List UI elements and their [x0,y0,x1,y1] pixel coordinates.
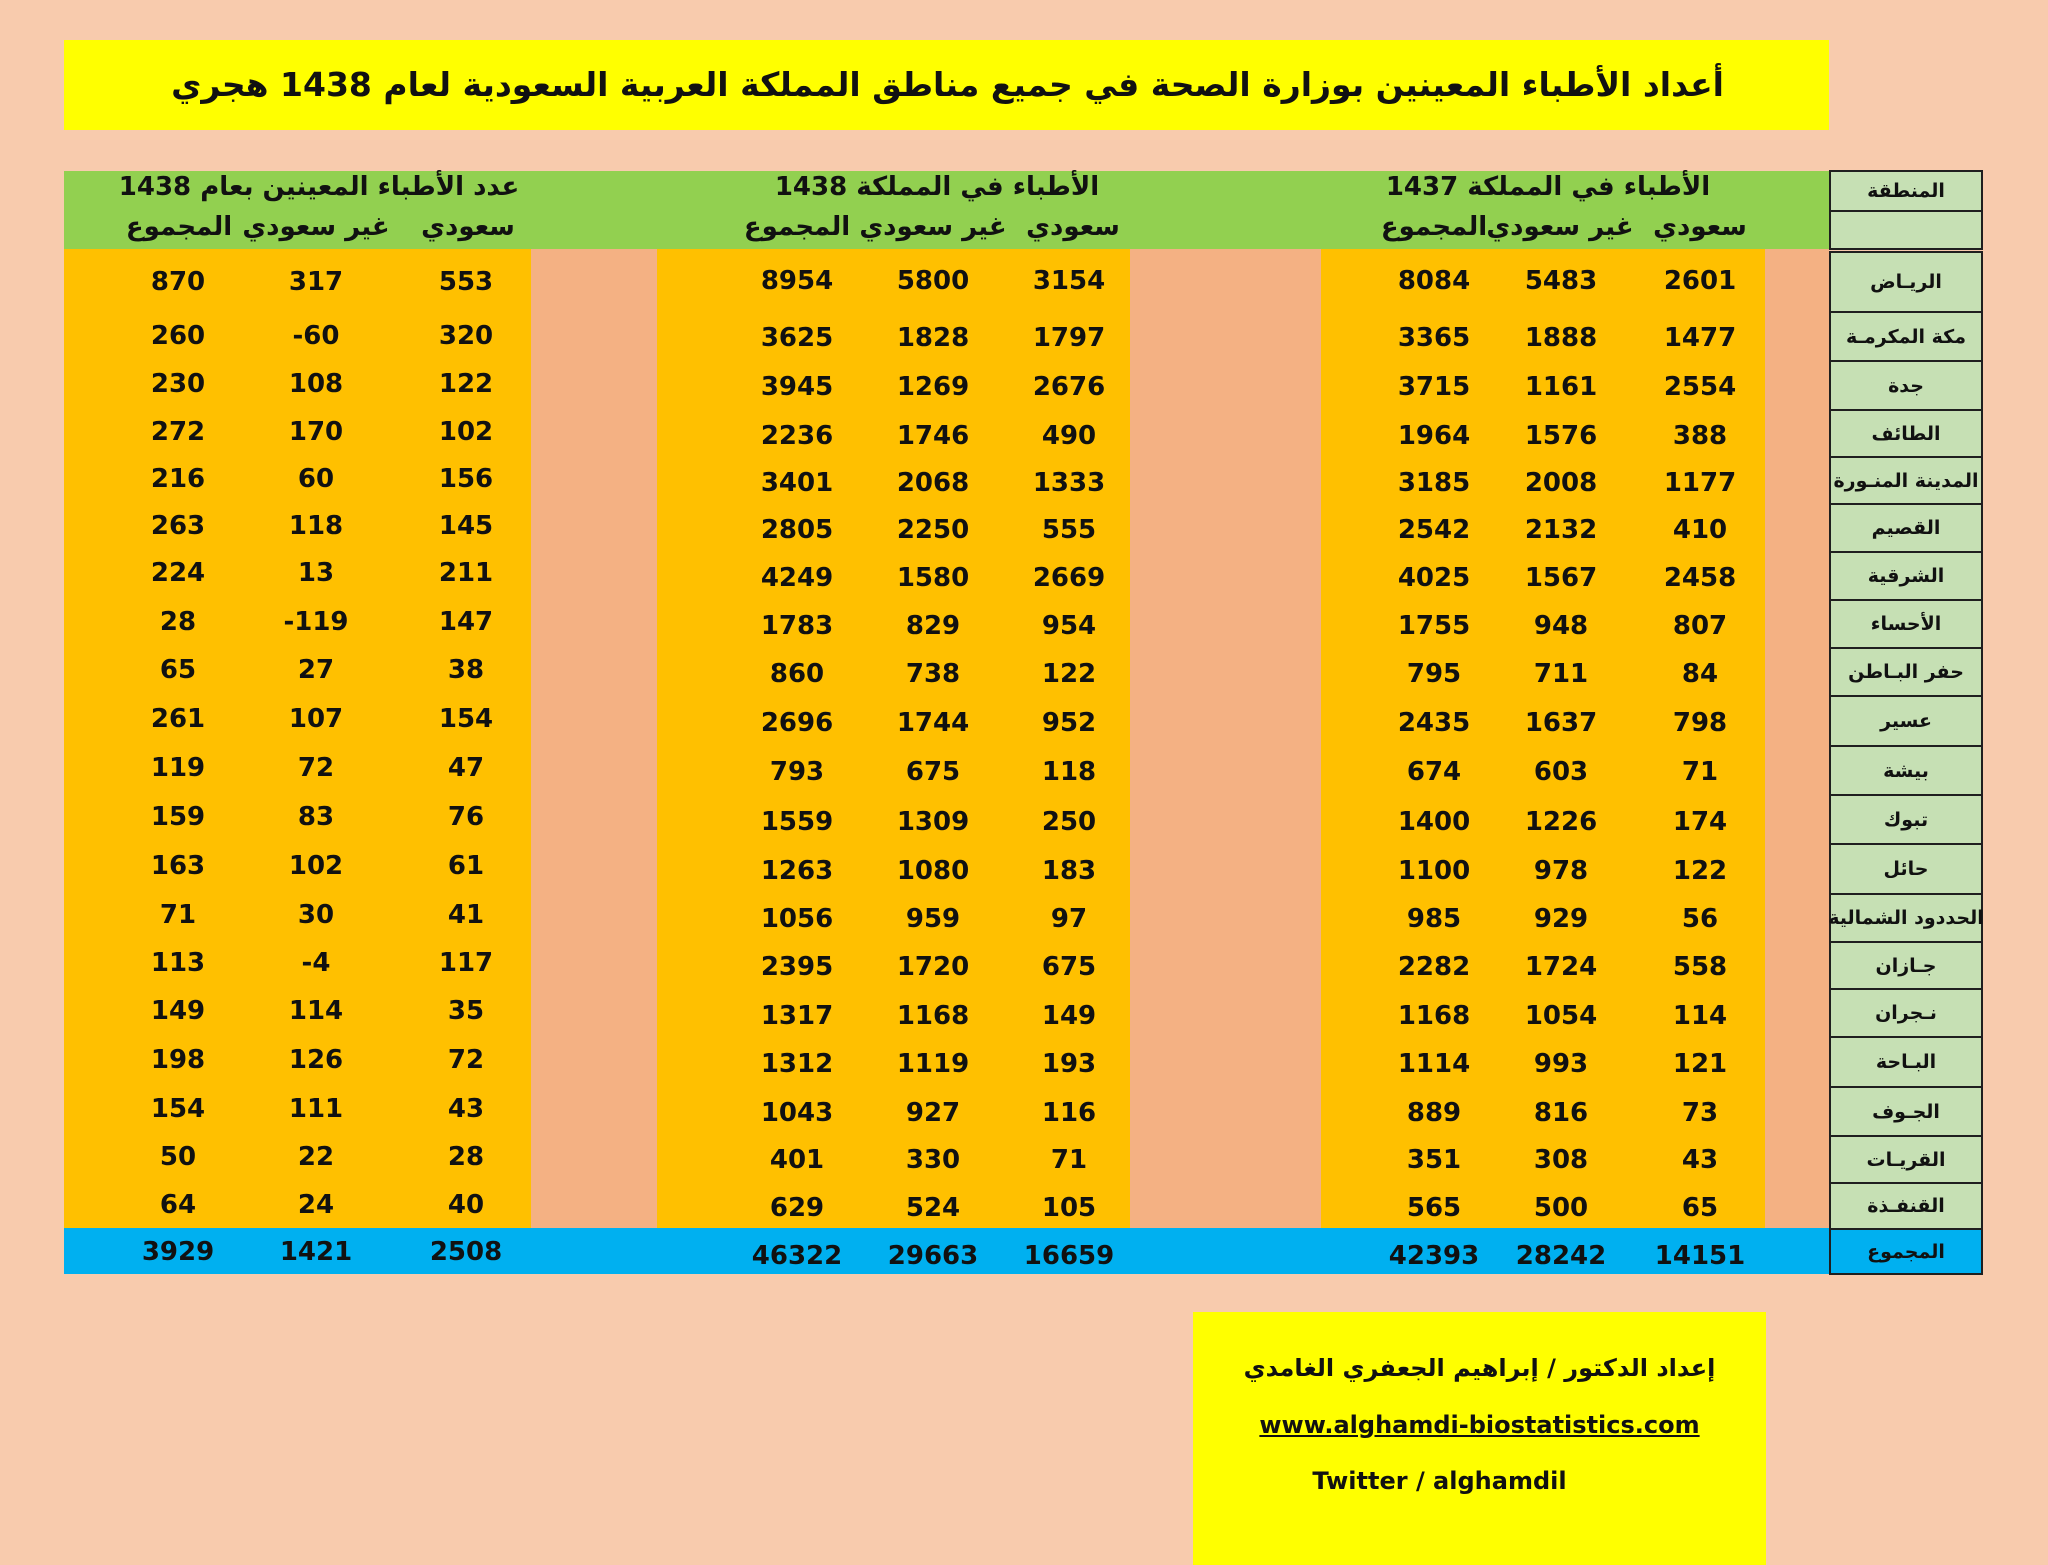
region-name: جـازان [1829,941,1983,990]
cell-appointed-non-saudi: -60 [292,321,340,351]
cell-y1437-non-saudi: 2132 [1524,515,1598,545]
cell-y1438-non-saudi: 1119 [896,1049,970,1079]
cell-y1437-total: 3365 [1397,323,1471,353]
cell-appointed-non-saudi: 24 [297,1190,335,1220]
cell-y1438-saudi: 122 [1041,659,1097,689]
cell-appointed-non-saudi: 107 [288,704,344,734]
cell-y1437-total: 565 [1406,1193,1462,1223]
subheader-non-saudi: غير سعودي [242,212,390,242]
cell-appointed-saudi: 156 [438,464,494,494]
cell-appointed-non-saudi: 317 [288,267,344,297]
author-credit: إعداد الدكتور / إبراهيم الجعفري الغامدي [1243,1354,1716,1382]
cell-y1437-non-saudi: 5483 [1524,266,1598,296]
cell-appointed-total: 65 [159,655,197,685]
cell-appointed-saudi: 154 [438,704,494,734]
cell-y1437-total: 674 [1406,757,1462,787]
cell-appointed-total: 50 [159,1142,197,1172]
region-name: جدة [1829,360,1983,411]
cell-appointed-saudi: 147 [438,607,494,637]
cell-y1437-non-saudi: 1724 [1524,952,1598,982]
cell-appointed-total: 64 [159,1190,197,1220]
cell-appointed-non-saudi: -4 [301,948,331,978]
cell-y1438-saudi: 183 [1041,856,1097,886]
region-name: الجـوف [1829,1086,1983,1137]
cell-appointed-saudi: 47 [447,753,485,783]
cell-y1438-total: 1312 [760,1049,834,1079]
cell-appointed-non-saudi: 72 [297,753,335,783]
subheader-non-saudi: غير سعودي [1486,212,1634,242]
cell-y1438-saudi: 3154 [1032,266,1106,296]
cell-y1438-total: 860 [769,659,825,689]
cell-appointed-saudi: 320 [438,321,494,351]
cell-appointed-saudi: 117 [438,948,494,978]
region-name: بيشة [1829,745,1983,796]
cell-y1438-saudi: 250 [1041,807,1097,837]
cell-appointed-total: 870 [150,267,206,297]
cell-y1438-saudi: 118 [1041,757,1097,787]
cell-appointed-total: 113 [150,948,206,978]
cell-y1437-total: 1100 [1397,856,1471,886]
region-name: الطائف [1829,409,1983,458]
cell-y1438-saudi: 490 [1041,421,1097,451]
cell-y1437-non-saudi: 1226 [1524,807,1598,837]
cell-y1438-non-saudi: 1168 [896,1001,970,1031]
region-name: حائل [1829,843,1983,895]
website-link[interactable]: www.alghamdi-biostatistics.com [1259,1411,1700,1439]
cell-appointed-saudi: 41 [447,900,485,930]
cell-y1438-total: 8954 [760,266,834,296]
cell-appointed-total: 260 [150,321,206,351]
cell-y1438-non-saudi: 1309 [896,807,970,837]
cell-appointed-total: 261 [150,704,206,734]
total-y1437-non-saudi: 28242 [1515,1241,1607,1271]
total-y1437-total: 42393 [1388,1241,1480,1271]
cell-y1437-saudi: 43 [1681,1145,1719,1175]
cell-y1438-saudi: 555 [1041,515,1097,545]
cell-y1438-total: 793 [769,757,825,787]
cell-y1437-non-saudi: 1637 [1524,708,1598,738]
region-name: الأحساء [1829,599,1983,649]
cell-y1438-saudi: 675 [1041,952,1097,982]
cell-y1437-non-saudi: 816 [1533,1098,1589,1128]
cell-y1437-saudi: 388 [1672,421,1728,451]
cell-y1437-saudi: 114 [1672,1001,1728,1031]
cell-y1437-total: 1400 [1397,807,1471,837]
cell-y1437-total: 985 [1406,904,1462,934]
cell-y1437-total: 8084 [1397,266,1471,296]
cell-y1437-saudi: 56 [1681,904,1719,934]
cell-appointed-non-saudi: 114 [288,996,344,1026]
subheader-total: المجموع [125,212,233,242]
cell-y1438-total: 2236 [760,421,834,451]
cell-y1437-saudi: 558 [1672,952,1728,982]
cell-y1438-total: 1317 [760,1001,834,1031]
cell-y1438-non-saudi: 1828 [896,323,970,353]
cell-appointed-saudi: 40 [447,1190,485,1220]
cell-y1438-total: 2696 [760,708,834,738]
region-name: البـاحة [1829,1036,1983,1088]
cell-y1437-total: 3185 [1397,468,1471,498]
subheader-saudi: سعودي [1026,212,1120,242]
cell-appointed-saudi: 28 [447,1142,485,1172]
cell-y1437-non-saudi: 1567 [1524,563,1598,593]
region-total-label: المجموع [1829,1228,1983,1275]
cell-appointed-non-saudi: 22 [297,1142,335,1172]
cell-y1437-saudi: 798 [1672,708,1728,738]
cell-y1438-non-saudi: 738 [905,659,961,689]
region-header-blank [1829,210,1983,250]
cell-y1438-non-saudi: 2068 [896,468,970,498]
region-name: عسير [1829,695,1983,747]
cell-y1438-saudi: 2676 [1032,372,1106,402]
cell-appointed-saudi: 43 [447,1094,485,1124]
cell-y1437-non-saudi: 1888 [1524,323,1598,353]
cell-y1438-total: 3945 [760,372,834,402]
cell-y1437-non-saudi: 2008 [1524,468,1598,498]
cell-y1438-saudi: 1333 [1032,468,1106,498]
cell-appointed-total: 163 [150,851,206,881]
cell-y1437-non-saudi: 500 [1533,1193,1589,1223]
cell-appointed-saudi: 38 [447,655,485,685]
cell-y1438-saudi: 105 [1041,1193,1097,1223]
cell-y1437-total: 1964 [1397,421,1471,451]
footer-box [1193,1312,1766,1565]
twitter-handle[interactable]: Twitter / alghamdil [1312,1467,1567,1495]
region-name: نـجران [1829,988,1983,1038]
subheader-non-saudi: غير سعودي [859,212,1007,242]
cell-y1438-non-saudi: 927 [905,1098,961,1128]
cell-y1437-saudi: 2458 [1663,563,1737,593]
cell-y1437-saudi: 174 [1672,807,1728,837]
cell-y1438-saudi: 954 [1041,611,1097,641]
cell-y1438-non-saudi: 1746 [896,421,970,451]
subheader-saudi: سعودي [1653,212,1747,242]
cell-appointed-non-saudi: 111 [288,1094,344,1124]
cell-y1437-saudi: 121 [1672,1049,1728,1079]
region-name: القصيم [1829,503,1983,553]
cell-y1438-non-saudi: 1720 [896,952,970,982]
cell-appointed-non-saudi: 118 [288,511,344,541]
cell-y1437-total: 1168 [1397,1001,1471,1031]
cell-y1438-saudi: 2669 [1032,563,1106,593]
total-y1437-saudi: 14151 [1654,1241,1746,1271]
cell-appointed-saudi: 553 [438,267,494,297]
subheader-saudi: سعودي [421,212,515,242]
cell-appointed-non-saudi: 13 [297,558,335,588]
cell-appointed-saudi: 145 [438,511,494,541]
cell-y1438-total: 401 [769,1145,825,1175]
cell-y1438-non-saudi: 5800 [896,266,970,296]
cell-y1438-total: 1043 [760,1098,834,1128]
cell-appointed-non-saudi: 108 [288,369,344,399]
cell-y1438-total: 1559 [760,807,834,837]
region-name: الشرقية [1829,551,1983,601]
cell-y1437-total: 889 [1406,1098,1462,1128]
cell-y1437-non-saudi: 308 [1533,1145,1589,1175]
region-name: القريـات [1829,1135,1983,1184]
cell-appointed-saudi: 102 [438,417,494,447]
cell-y1437-saudi: 65 [1681,1193,1719,1223]
cell-y1438-total: 2395 [760,952,834,982]
region-name: الريـاض [1829,251,1983,313]
total-y1438-saudi: 16659 [1023,1241,1115,1271]
cell-y1438-saudi: 193 [1041,1049,1097,1079]
cell-y1437-total: 1755 [1397,611,1471,641]
cell-y1438-non-saudi: 1080 [896,856,970,886]
cell-y1437-non-saudi: 1576 [1524,421,1598,451]
page-title: أعداد الأطباء المعينين بوزارة الصحة في جميع مناطق المملكة العربية السعودية لعام 1438 هجري [171,65,1724,104]
cell-appointed-saudi: 122 [438,369,494,399]
cell-y1438-non-saudi: 1580 [896,563,970,593]
cell-appointed-non-saudi: 27 [297,655,335,685]
cell-appointed-saudi: 76 [447,802,485,832]
region-name: القنفـذة [1829,1182,1983,1230]
cell-y1437-total: 2435 [1397,708,1471,738]
cell-y1438-saudi: 952 [1041,708,1097,738]
gap-band [1765,249,1829,1228]
cell-y1438-saudi: 149 [1041,1001,1097,1031]
cell-y1437-total: 4025 [1397,563,1471,593]
cell-y1437-total: 795 [1406,659,1462,689]
total-appointed-non-saudi: 1421 [279,1237,353,1267]
cell-y1438-total: 1056 [760,904,834,934]
cell-y1437-saudi: 1477 [1663,323,1737,353]
region-name: تبوك [1829,794,1983,845]
cell-appointed-saudi: 35 [447,996,485,1026]
group-header-1438: الأطباء في المملكة 1438 [774,172,1100,202]
cell-y1438-total: 4249 [760,563,834,593]
total-y1438-non-saudi: 29663 [887,1241,979,1271]
cell-y1437-total: 1114 [1397,1049,1471,1079]
cell-appointed-saudi: 211 [438,558,494,588]
cell-appointed-non-saudi: 102 [288,851,344,881]
cell-y1438-total: 3625 [760,323,834,353]
cell-appointed-total: 149 [150,996,206,1026]
cell-y1438-total: 2805 [760,515,834,545]
cell-appointed-total: 198 [150,1045,206,1075]
cell-y1437-total: 351 [1406,1145,1462,1175]
total-appointed-saudi: 2508 [429,1237,503,1267]
cell-y1437-saudi: 2601 [1663,266,1737,296]
cell-y1437-total: 2542 [1397,515,1471,545]
cell-y1438-non-saudi: 829 [905,611,961,641]
cell-y1437-saudi: 71 [1681,757,1719,787]
cell-y1437-non-saudi: 1054 [1524,1001,1598,1031]
cell-y1437-saudi: 2554 [1663,372,1737,402]
subheader-total: المجموع [743,212,851,242]
cell-y1438-total: 1783 [760,611,834,641]
cell-y1438-saudi: 97 [1050,904,1088,934]
cell-y1438-non-saudi: 1744 [896,708,970,738]
cell-appointed-non-saudi: 60 [297,464,335,494]
cell-y1437-saudi: 73 [1681,1098,1719,1128]
region-name: المدينة المنـورة [1829,456,1983,505]
cell-appointed-total: 224 [150,558,206,588]
gap-band [1130,249,1321,1228]
cell-appointed-saudi: 61 [447,851,485,881]
cell-appointed-total: 263 [150,511,206,541]
cell-appointed-total: 119 [150,753,206,783]
cell-appointed-non-saudi: 170 [288,417,344,447]
cell-y1438-total: 3401 [760,468,834,498]
cell-appointed-total: 230 [150,369,206,399]
cell-y1438-total: 629 [769,1193,825,1223]
total-appointed-total: 3929 [141,1237,215,1267]
region-name: الحددود الشمالية [1829,893,1983,943]
region-name: مكة المكرمـة [1829,311,1983,362]
cell-appointed-total: 28 [159,607,197,637]
cell-y1437-total: 2282 [1397,952,1471,982]
cell-y1438-saudi: 71 [1050,1145,1088,1175]
cell-appointed-total: 71 [159,900,197,930]
cell-appointed-non-saudi: 83 [297,802,335,832]
cell-y1438-non-saudi: 330 [905,1145,961,1175]
cell-y1438-non-saudi: 1269 [896,372,970,402]
group-header-appointed: عدد الأطباء المعينين بعام 1438 [118,172,520,202]
cell-appointed-non-saudi: -119 [283,607,349,637]
cell-y1438-saudi: 116 [1041,1098,1097,1128]
region-header: المنطقة [1829,170,1983,212]
cell-appointed-non-saudi: 30 [297,900,335,930]
cell-y1437-saudi: 807 [1672,611,1728,641]
cell-y1437-saudi: 410 [1672,515,1728,545]
cell-y1438-saudi: 1797 [1032,323,1106,353]
cell-y1437-saudi: 122 [1672,856,1728,886]
region-name: حفر البـاطن [1829,647,1983,697]
cell-y1438-total: 1263 [760,856,834,886]
cell-y1437-non-saudi: 603 [1533,757,1589,787]
cell-appointed-total: 154 [150,1094,206,1124]
group-header-1437: الأطباء في المملكة 1437 [1385,172,1711,202]
cell-y1438-non-saudi: 524 [905,1193,961,1223]
subheader-total: المجموع [1380,212,1488,242]
cell-y1438-non-saudi: 2250 [896,515,970,545]
cell-appointed-total: 272 [150,417,206,447]
cell-y1437-saudi: 1177 [1663,468,1737,498]
cell-appointed-total: 216 [150,464,206,494]
title-banner [64,40,1829,130]
cell-y1438-non-saudi: 959 [905,904,961,934]
gap-band [531,249,657,1228]
cell-y1437-non-saudi: 993 [1533,1049,1589,1079]
total-y1438-total: 46322 [751,1241,843,1271]
cell-y1437-saudi: 84 [1681,659,1719,689]
cell-y1437-non-saudi: 978 [1533,856,1589,886]
cell-y1438-non-saudi: 675 [905,757,961,787]
cell-y1437-non-saudi: 1161 [1524,372,1598,402]
cell-y1437-total: 3715 [1397,372,1471,402]
cell-y1437-non-saudi: 929 [1533,904,1589,934]
cell-appointed-non-saudi: 126 [288,1045,344,1075]
cell-y1437-non-saudi: 711 [1533,659,1589,689]
cell-appointed-saudi: 72 [447,1045,485,1075]
cell-y1437-non-saudi: 948 [1533,611,1589,641]
cell-appointed-total: 159 [150,802,206,832]
